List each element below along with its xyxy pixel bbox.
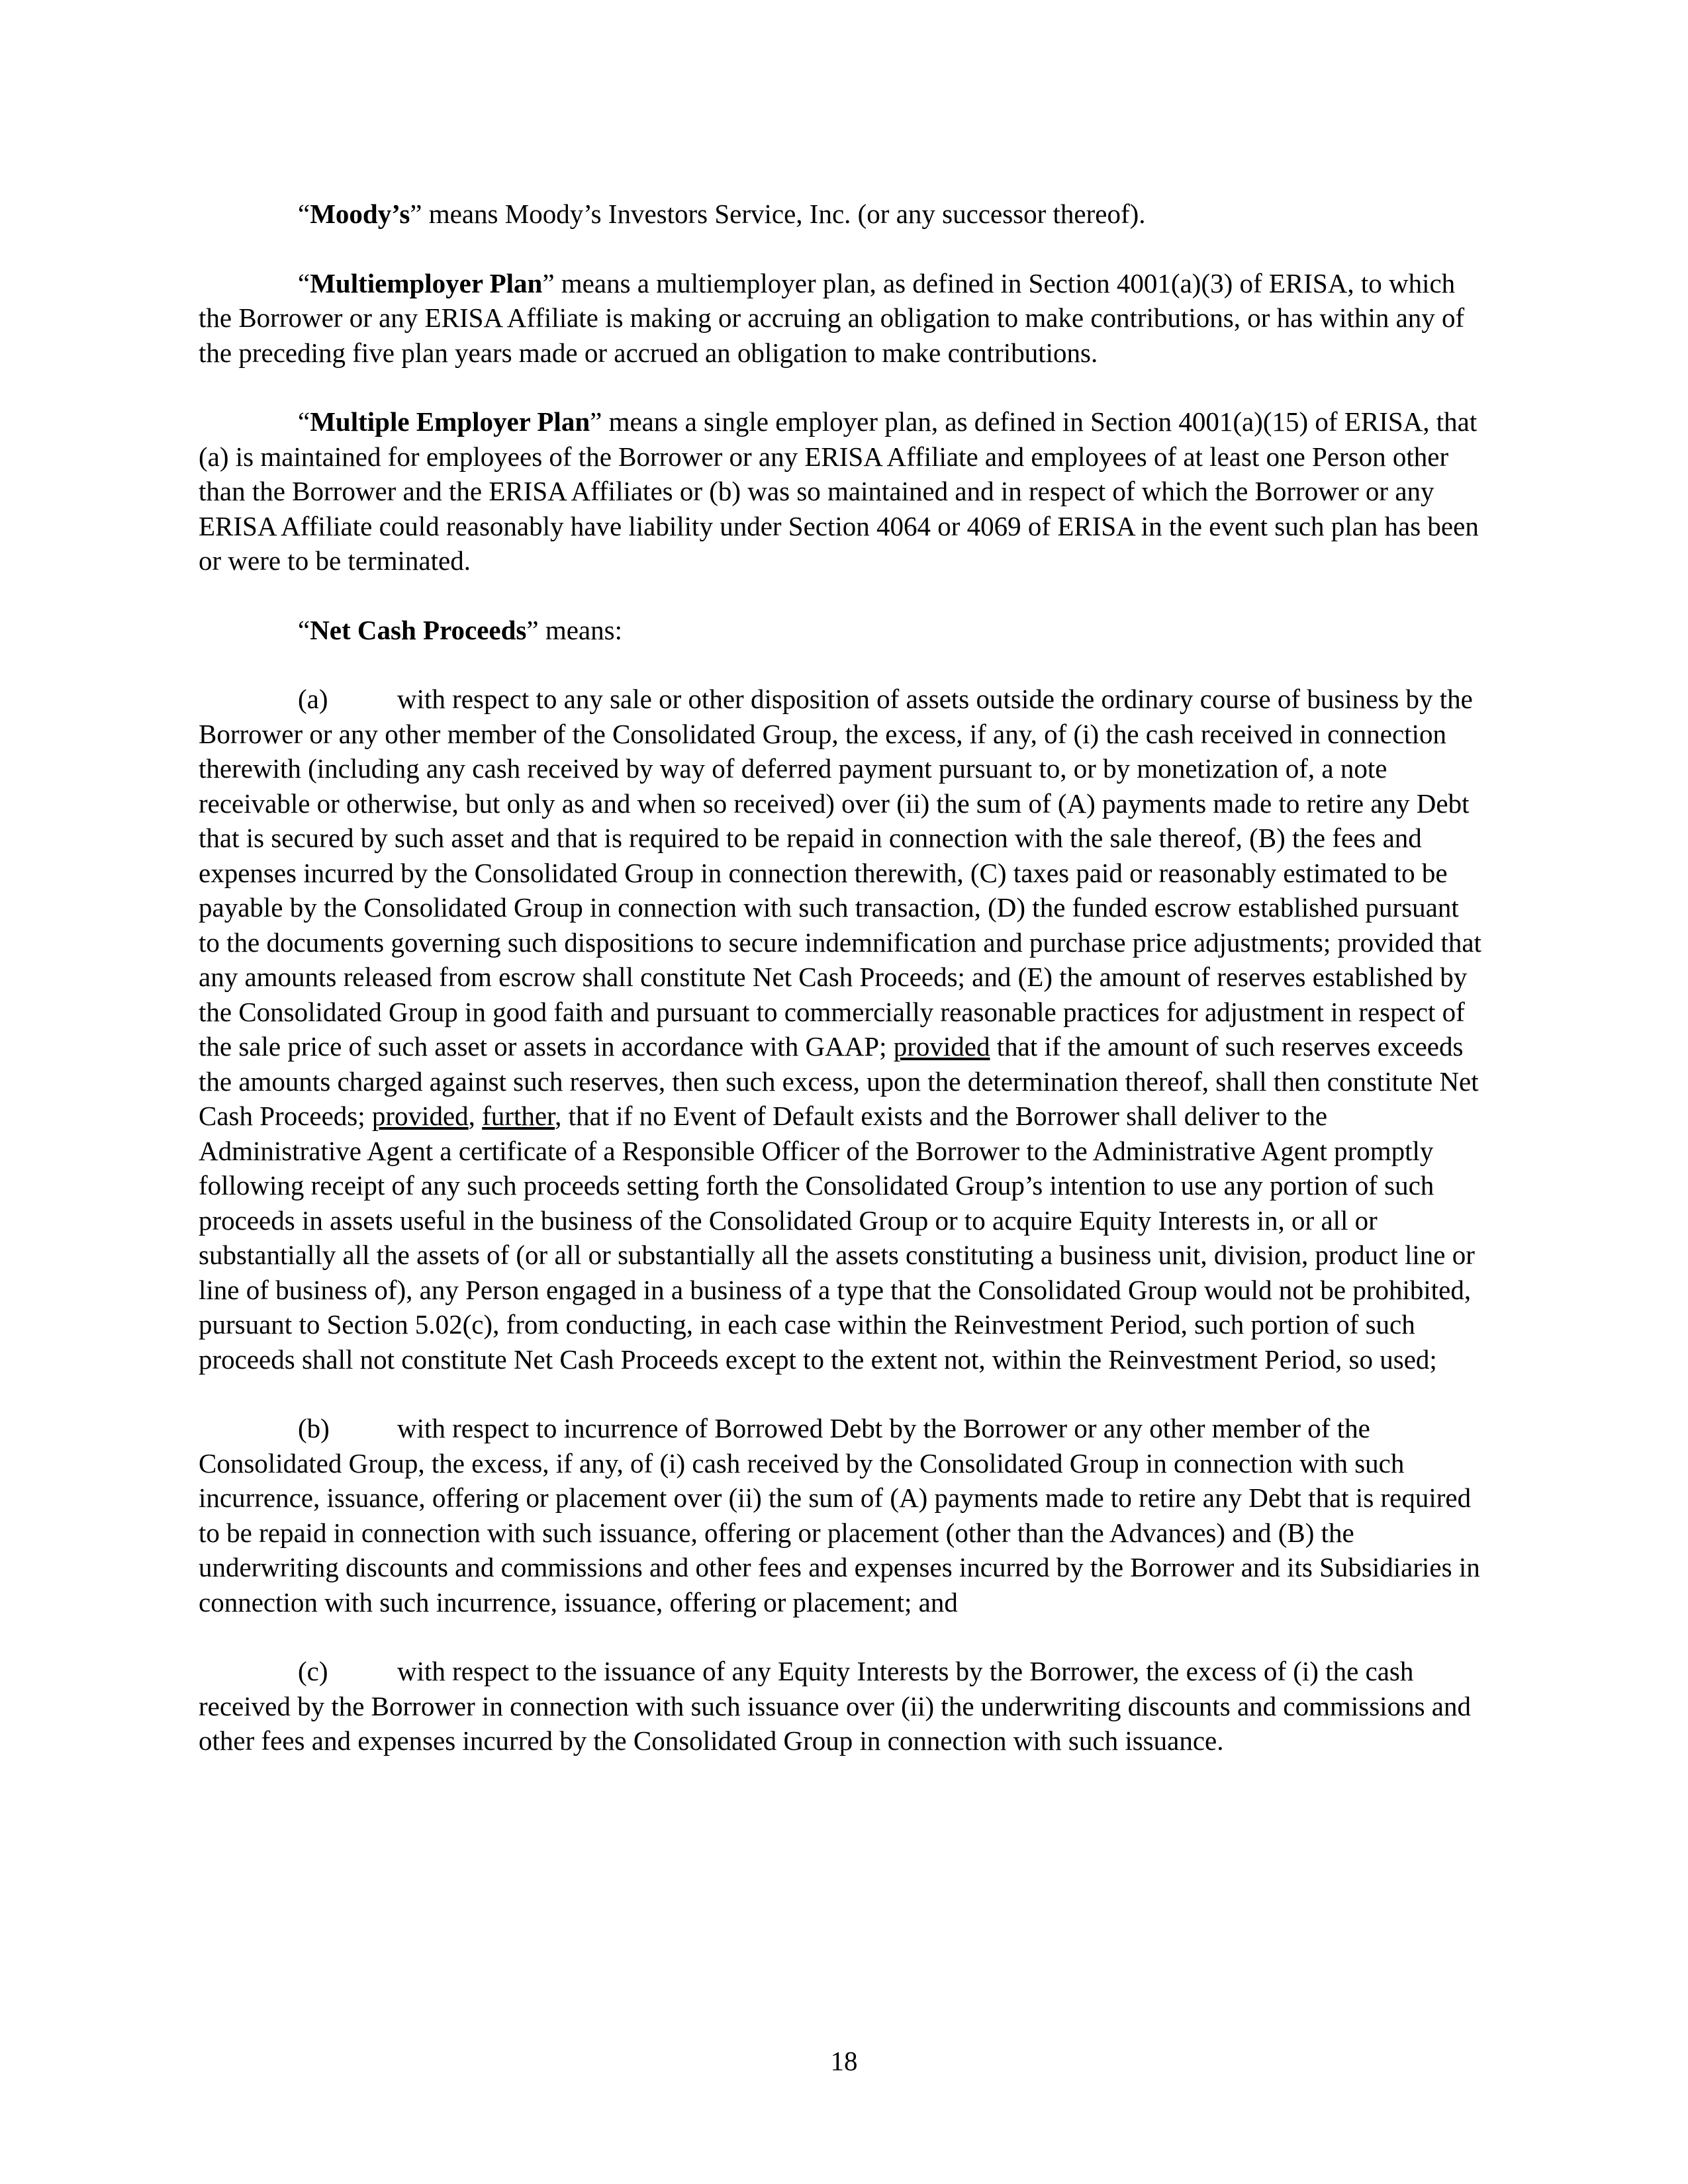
clause-comma: ,: [468, 1101, 483, 1131]
definition-text: ” means a single employer plan, as defined in Section 4001(a)(15) of ERISA, that (a) is maintained for employees of the Borrower or any ERISA Affiliate and employees of at least one Person other than the Borrower and the ERISA Affiliates or (b) was so maintained and in respect of which the Borrower or any ERISA Affiliate could reasonably have liability under Section 4064 or 4069 of ERISA in the event such plan has been or were to be terminated.: [199, 406, 1479, 576]
clause-text: with respect to incurrence of Borrowed Debt by the Borrower or any other member of the Consolidated Group, the excess, if any, of (i) cash received by the Consolidated Group in connection with such incurrence, issuance, offering or placement over (ii) the sum of (A) payments made to retire any Debt that is required to be repaid in connection with such issuance, offering or placement (other than the Advances) and (B) the underwriting discounts and commissions and other fees and expenses incurred by the Borrower and its Subsidiaries in connection with such incurrence, issuance, offering or placement; and: [199, 1413, 1480, 1617]
clause-text: with respect to any sale or other disposition of assets outside the ordinary course of business by the Borrower or any other member of the Consolidated Group, the excess, if any, of (i) the cash received in connection therewith (including any cash received by way of deferred payment pursuant to, or by monetization of, a note receivable or otherwise, but only as and when so received) over (ii) the sum of (A) payments made to retire any Debt that is secured by such asset and that is required to be repaid in connection with the sale thereof, (B) the fees and expenses incurred by the Consolidated Group in connection therewith, (C) taxes paid or reasonably estimated to be payable by the Consolidated Group in connection with such transaction, (D) the funded escrow established pursuant to the documents governing such dispositions to secure indemnification and purchase price adjustments; provided that any amounts released from escrow shall constitute Net Cash Proceeds; and (E) the amount of reserves established by the Consolidated Group in good faith and pursuant to commercially reasonable practices for adjustment in respect of the sale price of such asset or assets in accordance with GAAP;: [199, 684, 1481, 1062]
quote-open: “: [298, 614, 310, 645]
definition-text: ” means a multiemployer plan, as defined in Section 4001(a)(3) of ERISA, to which the Borrower or any ERISA Affiliate is making or accruing an obligation to make contributions, or has within any of the preceding five plan years made or accrued an obligation to make contributions.: [199, 267, 1465, 368]
defined-term: Moody’s: [310, 199, 410, 229]
clause-text: that if the amount of such reserves exceeds the amounts charged against such reserves, then such excess, upon the determination thereof, shall then constitute Net Cash Proceeds;: [199, 1031, 1479, 1131]
page-body: [199, 197, 1486, 1793]
page-number: 18: [830, 2046, 858, 2076]
clause-text: , that if no Event of Default exists and the Borrower shall deliver to the Administrative Agent a certificate of a Responsible Officer of the Borrower to the Administrative Agent promptly following receipt of any such proceeds setting forth the Consolidated Group’s intention to use any portion of such proceeds in assets useful in the business of the Consolidated Group or to acquire Equity Interests in, or all or substantially all the assets of (or all or substantially all the assets constituting a business unit, division, product line or line of business of), any Person engaged in a business of a type that the Consolidated Group would not be prohibited, pursuant to Section 5.02(c), from conducting, in each case within the Reinvestment Period, such portion of such proceeds shall not constitute Net Cash Proceeds except to the extent not, within the Reinvestment Period, so used;: [199, 1101, 1475, 1375]
quote-open: “: [298, 267, 310, 298]
clause-label: (c): [298, 1656, 328, 1686]
definition-multiple-employer-plan: [199, 404, 1486, 578]
clause-text: with respect to the issuance of any Equity Interests by the Borrower, the excess of (i) the cash received by the Borrower in connection with such issuance over (ii) the underwriting discounts and commissions and other fees and expenses incurred by the Consolidated Group in connection with such issuance.: [199, 1656, 1471, 1756]
definition-text: ” means:: [526, 614, 622, 645]
clause-label: (a): [298, 684, 328, 714]
quote-open: “: [298, 199, 310, 229]
clause-c: [199, 1654, 1486, 1758]
definition-multiemployer-plan: [199, 266, 1486, 371]
definition-moodys: [199, 197, 1486, 232]
definition-net-cash-proceeds: [199, 613, 1486, 648]
definition-text: ” means Moody’s Investors Service, Inc. (or any successor thereof).: [410, 199, 1146, 229]
clause-b: [199, 1411, 1486, 1619]
underlined-further: further: [482, 1101, 555, 1131]
clause-label: (b): [298, 1413, 330, 1443]
underlined-provided: provided: [893, 1031, 990, 1062]
quote-open: “: [298, 406, 310, 437]
underlined-provided: provided: [371, 1101, 469, 1131]
defined-term: Multiple Employer Plan: [310, 406, 590, 437]
clause-a: [199, 682, 1486, 1377]
defined-term: Multiemployer Plan: [310, 267, 543, 298]
defined-term: Net Cash Proceeds: [310, 614, 527, 645]
